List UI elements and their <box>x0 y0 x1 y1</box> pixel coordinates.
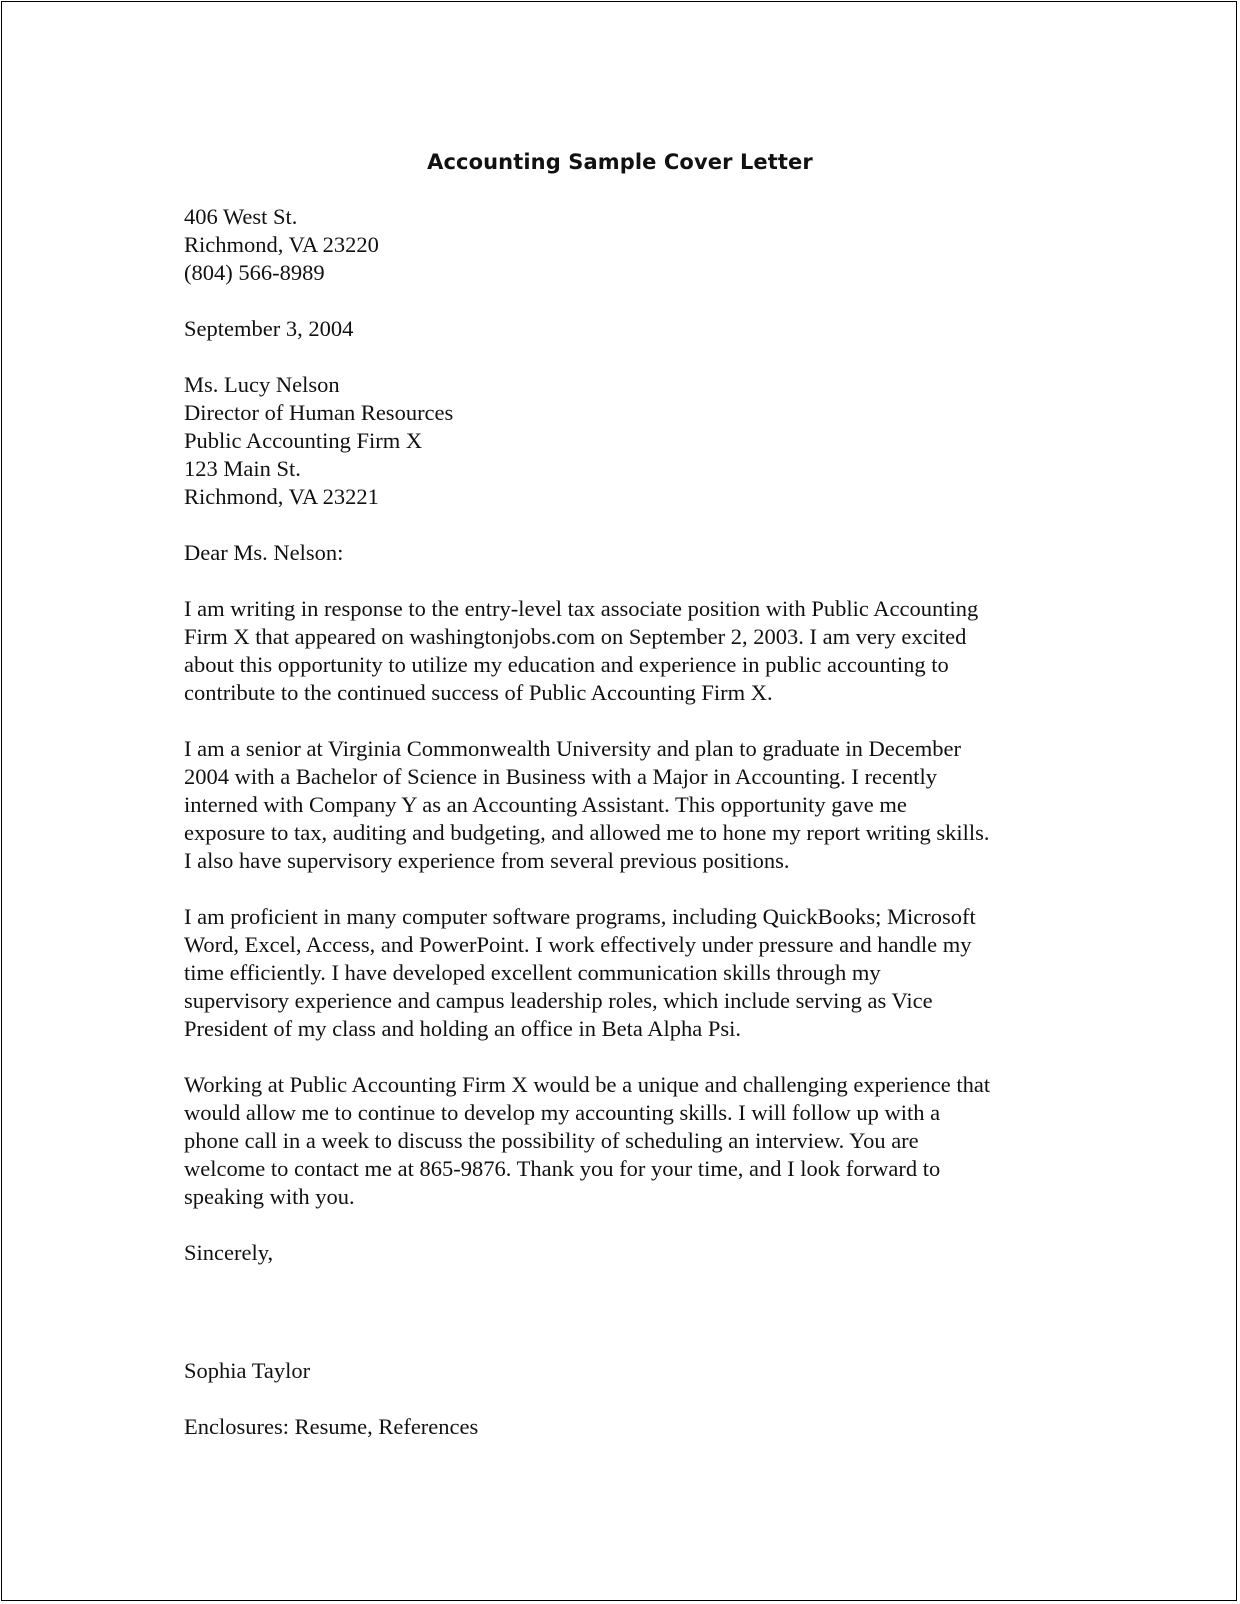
paragraph-line: supervisory experience and campus leadership roles, which include serving as Vice <box>184 988 933 1013</box>
paragraph-line: Working at Public Accounting Firm X would be a unique and challenging experience that <box>184 1072 991 1097</box>
paragraph-3 <box>184 903 1084 1043</box>
paragraph-line: exposure to tax, auditing and budgeting, and allowed me to hone my report writing skills. <box>184 820 990 845</box>
paragraph-line: time efficiently. I have developed excellent communication skills through my <box>184 960 881 985</box>
sender-city: Richmond, VA 23220 <box>184 232 379 257</box>
paragraph-line: Word, Excel, Access, and PowerPoint. I work effectively under pressure and handle my <box>184 932 972 957</box>
sender-address <box>184 203 1084 287</box>
sender-phone: (804) 566-8989 <box>184 260 325 285</box>
paragraph-line: I am proficient in many computer software programs, including QuickBooks; Microsoft <box>184 904 976 929</box>
letter-date: September 3, 2004 <box>184 316 354 341</box>
letter-page <box>1 1 1237 1601</box>
recipient-name: Ms. Lucy Nelson <box>184 372 340 397</box>
paragraph-line: contribute to the continued success of Public Accounting Firm X. <box>184 680 773 705</box>
closing: Sincerely, <box>184 1240 274 1265</box>
paragraph-line: would allow me to continue to develop my accounting skills. I will follow up with a <box>184 1100 941 1125</box>
recipient-city: Richmond, VA 23221 <box>184 484 379 509</box>
recipient-block <box>184 371 1084 511</box>
page-title: Accounting Sample Cover Letter <box>427 150 813 174</box>
paragraph-line: interned with Company Y as an Accounting Assistant. This opportunity gave me <box>184 792 907 817</box>
paragraph-4 <box>184 1071 1084 1211</box>
paragraph-line: Firm X that appeared on washingtonjobs.com on September 2, 2003. I am very excited <box>184 624 967 649</box>
paragraph-line: about this opportunity to utilize my education and experience in public accounting to <box>184 652 949 677</box>
paragraph-line: I am a senior at Virginia Commonwealth University and plan to graduate in December <box>184 736 961 761</box>
paragraph-line: I am writing in response to the entry-level tax associate position with Public Accounting <box>184 596 979 621</box>
sender-street: 406 West St. <box>184 204 298 229</box>
enclosures: Enclosures: Resume, References <box>184 1414 479 1439</box>
paragraph-line: welcome to contact me at 865-9876. Thank you for your time, and I look forward to <box>184 1156 941 1181</box>
recipient-street: 123 Main St. <box>184 456 301 481</box>
letter-body <box>184 203 1084 1441</box>
paragraph-line: 2004 with a Bachelor of Science in Business with a Major in Accounting. I recently <box>184 764 937 789</box>
paragraph-line: I also have supervisory experience from several previous positions. <box>184 848 790 873</box>
paragraph-2 <box>184 735 1084 875</box>
paragraph-line: phone call in a week to discuss the possibility of scheduling an interview. You are <box>184 1128 919 1153</box>
recipient-company: Public Accounting Firm X <box>184 428 423 453</box>
paragraph-1 <box>184 595 1084 707</box>
recipient-title: Director of Human Resources <box>184 400 454 425</box>
salutation: Dear Ms. Nelson: <box>184 540 344 565</box>
paragraph-line: speaking with you. <box>184 1184 355 1209</box>
paragraph-line: President of my class and holding an office in Beta Alpha Psi. <box>184 1016 741 1041</box>
signature-name: Sophia Taylor <box>184 1358 311 1383</box>
